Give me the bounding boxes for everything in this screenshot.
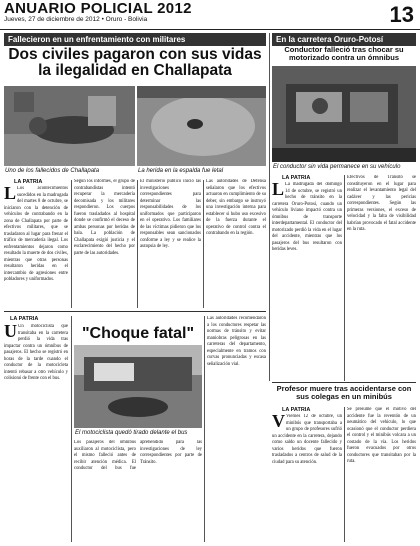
story3-byline: LA PATRIA: [10, 316, 39, 322]
story3-column-3: Las autoridades recomendaron a los conductores respetar las normas de tránsito y evitar maniobras peligrosas en las carreteras del departamento, especialmente en tramos con curvas pronunciadas y escasa señalización vial.: [207, 316, 266, 367]
story2-caption: El conductor sin vida permanece en su vehículo: [273, 164, 401, 170]
story1-byline: LA PATRIA: [14, 179, 43, 185]
story2-column-1-text: La madrugada del domingo 14 de octubre, se registró un hecho de tránsito en la carretera Oruro-Potosí, cuando un vehículo liviano impactó contra un ómnibus de transporte interdepartamental. El conductor del motorizado perdió la vida en el lugar del accidente, mientras que los pasajeros del bus resultaron con heridas leves.: [272, 182, 342, 252]
story4-column-2: Se presume que el motivo del accidente fue la reventón de un neumático del vehículo, lo que ocasionó que el conductor perdiera el control y el minibús volcara a un costado de la vía. Los heridos fueron evacuados por otros conductores que transitaban por la ruta.: [347, 407, 416, 464]
column-rule: [204, 316, 205, 542]
story1-kicker: Fallecieron en un enfrentamiento con militares: [4, 33, 266, 46]
dropcap: L: [4, 186, 17, 203]
column-rule: [137, 180, 138, 308]
story2-column-1: [272, 182, 342, 381]
story4-byline: LA PATRIA: [282, 407, 311, 413]
section-rule: [269, 33, 270, 381]
story4-headline: Profesor muere tras accidentarse con sus colegas en un minibús: [276, 384, 412, 401]
story1-column-1: [4, 186, 68, 308]
body-photo-icon: [4, 86, 135, 166]
masthead-title: ANUARIO POLICIAL 2012: [4, 0, 192, 17]
story2-kicker: En la carretera Oruro-Potosí: [272, 33, 416, 46]
column-rule: [203, 180, 204, 308]
story1-column-3: El ministerio público inició las investigaciones correspondientes para determinar las responsabilidades de los uniformados que participaron en el operativo. Los familiares de las víctimas pidieron que los responsables sean sancionados conforme a ley y se realice la autopsia de ley.: [140, 179, 201, 249]
dropcap: U: [4, 324, 17, 341]
page-number: 13: [389, 2, 414, 27]
story1-photo-right: [137, 86, 266, 166]
story3-photo: [74, 345, 202, 428]
story2-byline: LA PATRIA: [282, 175, 311, 181]
dropcap: V: [272, 414, 285, 431]
story1-caption-left: Uno de los fallecidos de Challapata: [5, 168, 100, 174]
story2-column-2: Efectivos de Tránsito se constituyeron en el lugar para realizar el levantamiento legal del cadáver y las pericias correspondientes. Según las primeras versiones, el exceso de velocidad y la falta de visibilidad habrían provocado el fatal accidente en la ruta.: [347, 175, 416, 232]
story3-column-2: Los pasajeros del ómnibus auxiliaron al motociclista, pero el mismo falleció antes de recibir atención médica. El conductor del bus fue aprehendido para las investigaciones de ley correspondientes por parte de Tránsito.: [74, 440, 202, 471]
wound-photo-icon: [137, 86, 266, 166]
dropcap: L: [272, 182, 285, 199]
car-wreck-photo-icon: [272, 66, 416, 162]
story3-headline: "Choque fatal": [81, 325, 195, 342]
column-rule: [344, 407, 345, 542]
story1-column-4: Las autoridades de Defensa señalaron que los efectivos actuaron en cumplimiento de su deber, sin embargo se instruyó una investigación interna para establecer si hubo uso excesivo de la fuerza durante el operativo de control contra el contrabando en la región.: [206, 179, 266, 236]
column-rule: [71, 180, 72, 308]
story2-headline: Conductor falleció tras chocar su motorizado contra un ómnibus: [284, 45, 404, 62]
story3-column-1: [4, 324, 68, 542]
story1-headline: Dos civiles pagaron con sus vidas la ilegalidad en Challapata: [8, 46, 262, 80]
masthead: [0, 0, 420, 30]
story3-column-1-text: Un motociclista que transitaba en la carretera perdió la vida tras impactar contra un ómnibus de pasajeros. El hecho se registró en horas de la tarde cuando el conductor de la motocicleta intentó rebasar a otro vehículo y colisionó de frente con el bus.: [4, 324, 68, 381]
motorcycle-crash-photo-icon: [74, 345, 202, 428]
story1-photo-left: [4, 86, 135, 166]
story4-column-1-text: Viernes 12 de octubre, un minibús que transportaba a un grupo de profesores sufrió un accidente en la carretera, dejando como saldo un docente fallecido y varios heridos que fueron trasladados a centros de salud de la ciudad para su atención.: [272, 414, 342, 465]
column-rule: [344, 175, 345, 381]
story1-caption-right: La herida en la espalda fue letal: [138, 168, 224, 174]
story1-column-1-text: Los acontecimientos sucedidos en la madrugada del martes 8 de octubre, se iniciaron con la detención de vehículos de contrabando en la zona de Challapata por parte de efectivos militares, que se trasladaron al lugar para frenar el tráfico de mercadería ilegal. Los enfrentamientos dejaron como resultado la muerte de dos civiles, mientras que otras personas resultaron heridas en el intercambio de agresiones entre pobladores y uniformados.: [4, 186, 68, 282]
section-rule: [4, 311, 266, 312]
story3-caption: El motociclista quedó tirado delante el bus: [75, 430, 188, 436]
story1-column-2: Según los informes, el grupo de contrabandistas intentó recuperar la mercadería decomisada y los militares respondieron. Los cuerpos fueron trasladados al hospital donde se confirmó el deceso de ambas personas por heridas de bala. La población de Challapata exigió justicia y el esclarecimiento del hecho por parte de las autoridades.: [74, 179, 135, 256]
section-rule: [272, 382, 416, 383]
story2-photo: [272, 66, 416, 162]
masthead-date: Jueves, 27 de diciembre de 2012 • Oruro - Bolivia: [4, 16, 148, 23]
column-rule: [71, 316, 72, 542]
story4-column-1: [272, 414, 342, 542]
